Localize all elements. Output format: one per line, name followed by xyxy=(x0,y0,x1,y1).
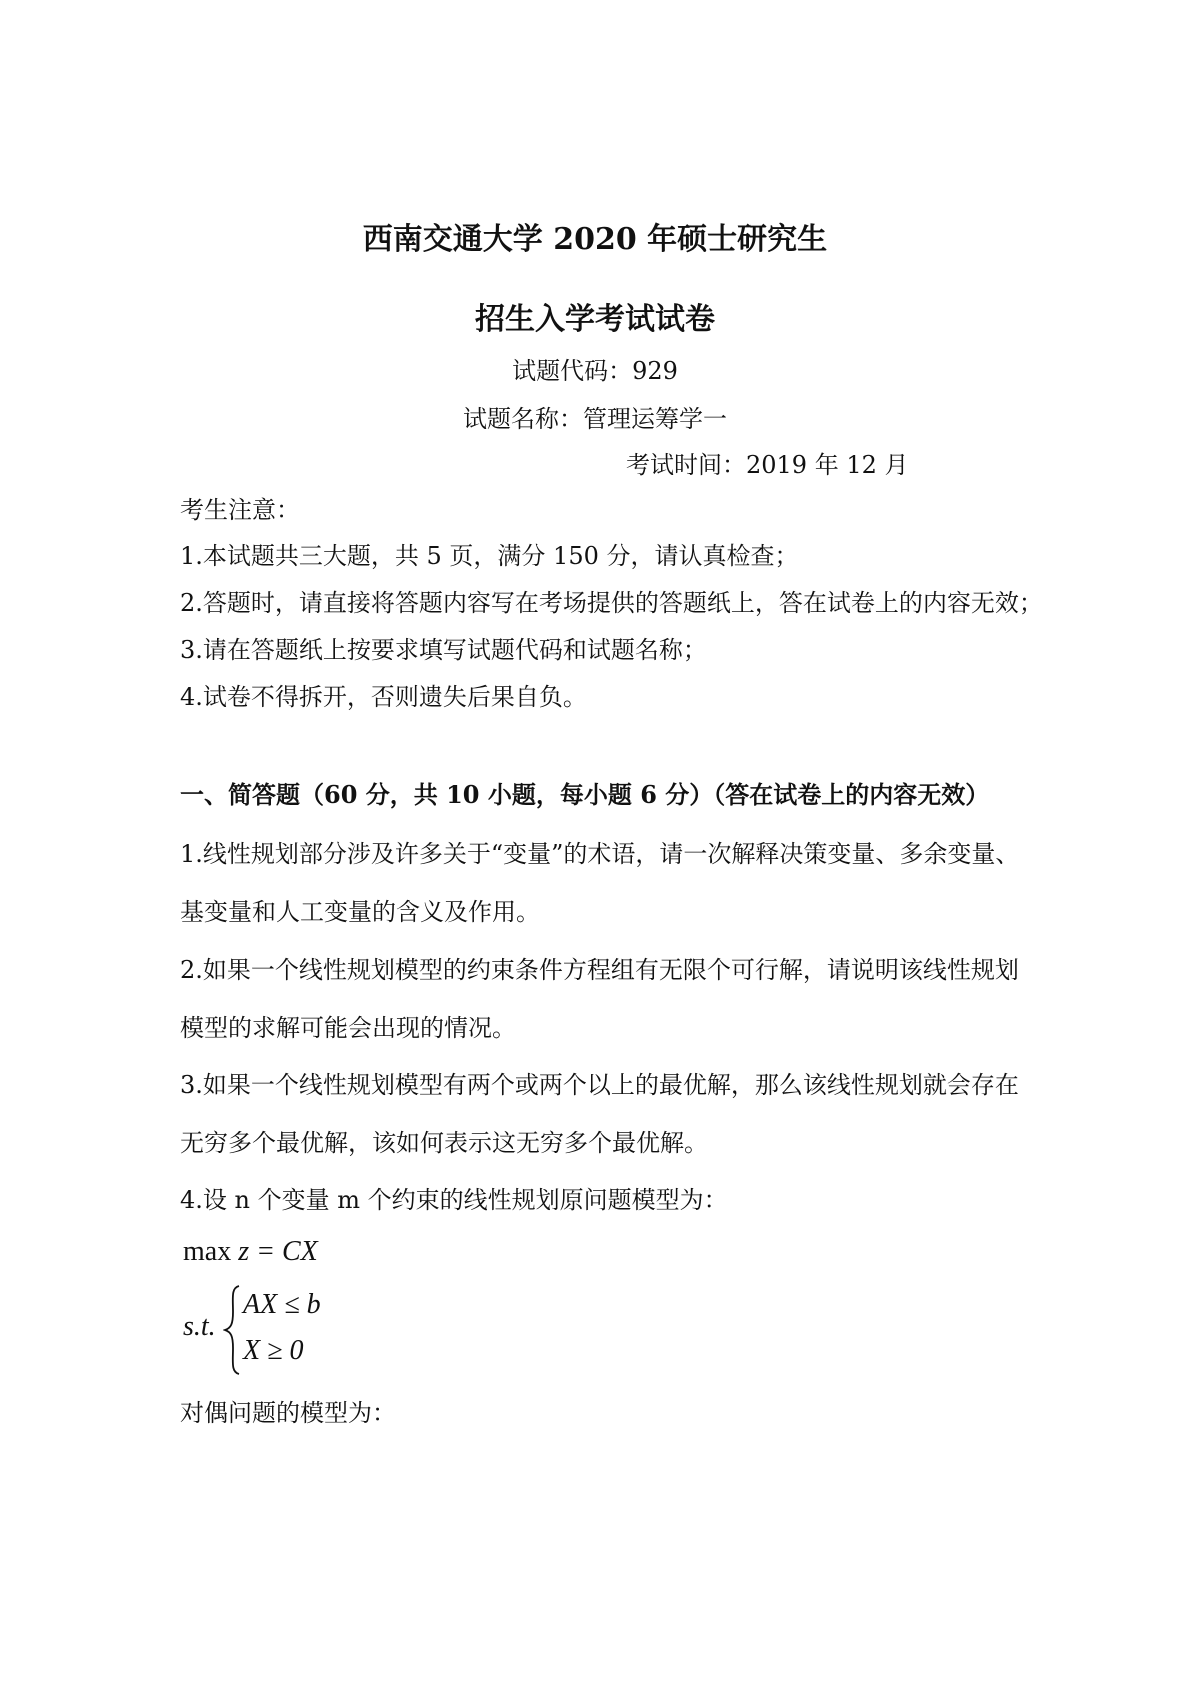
objective-expression: z = CX xyxy=(238,1236,318,1267)
objective-prefix: max xyxy=(183,1236,239,1267)
constraint-block xyxy=(183,1280,363,1380)
note-item: 4.试卷不得拆开，否则遗失后果自负。 xyxy=(180,683,587,711)
notes-title: 考生注意： xyxy=(180,496,300,524)
constraint-2: X ≥ 0 xyxy=(243,1335,304,1366)
question-text: 4.设 n 个变量 m 个约束的线性规划原问题模型为： xyxy=(180,1186,728,1214)
constraint-1: AX ≤ b xyxy=(243,1289,321,1320)
note-item: 1.本试题共三大题，共 5 页，满分 150 分，请认真检查； xyxy=(180,542,799,570)
question-text: 基变量和人工变量的含义及作用。 xyxy=(180,898,540,926)
note-item: 3.请在答题纸上按要求填写试题代码和试题名称； xyxy=(180,636,707,664)
question-text: 模型的求解可能会出现的情况。 xyxy=(180,1014,516,1042)
exam-title-line2: 招生入学考试试卷 xyxy=(475,302,715,337)
question-text: 无穷多个最优解，该如何表示这无穷多个最优解。 xyxy=(180,1129,708,1157)
question-text: 3.如果一个线性规划模型有两个或两个以上的最优解，那么该线性规划就会存在 xyxy=(180,1071,1019,1099)
section-heading: 一、简答题（60 分，共 10 小题，每小题 6 分）（答在试卷上的内容无效） xyxy=(180,780,990,809)
subject-to-label: s.t. xyxy=(183,1311,216,1342)
dual-model-intro: 对偶问题的模型为： xyxy=(180,1399,396,1427)
left-brace xyxy=(223,1284,243,1376)
question-text: 2.如果一个线性规划模型的约束条件方程组有无限个可行解，请说明该线性规划 xyxy=(180,956,1019,984)
exam-title-line1: 西南交通大学 2020 年硕士研究生 xyxy=(362,222,828,257)
exam-time: 考试时间：2019 年 12 月 xyxy=(626,451,909,479)
exam-subject-name: 试题名称：管理运筹学一 xyxy=(463,405,727,433)
note-item: 2.答题时，请直接将答题内容写在考场提供的答题纸上，答在试卷上的内容无效； xyxy=(180,589,1043,617)
exam-code: 试题代码：929 xyxy=(512,357,678,385)
objective-function xyxy=(183,1235,318,1269)
question-text: 1.线性规划部分涉及许多关于“变量”的术语，请一次解释决策变量、多余变量、 xyxy=(180,840,1020,868)
